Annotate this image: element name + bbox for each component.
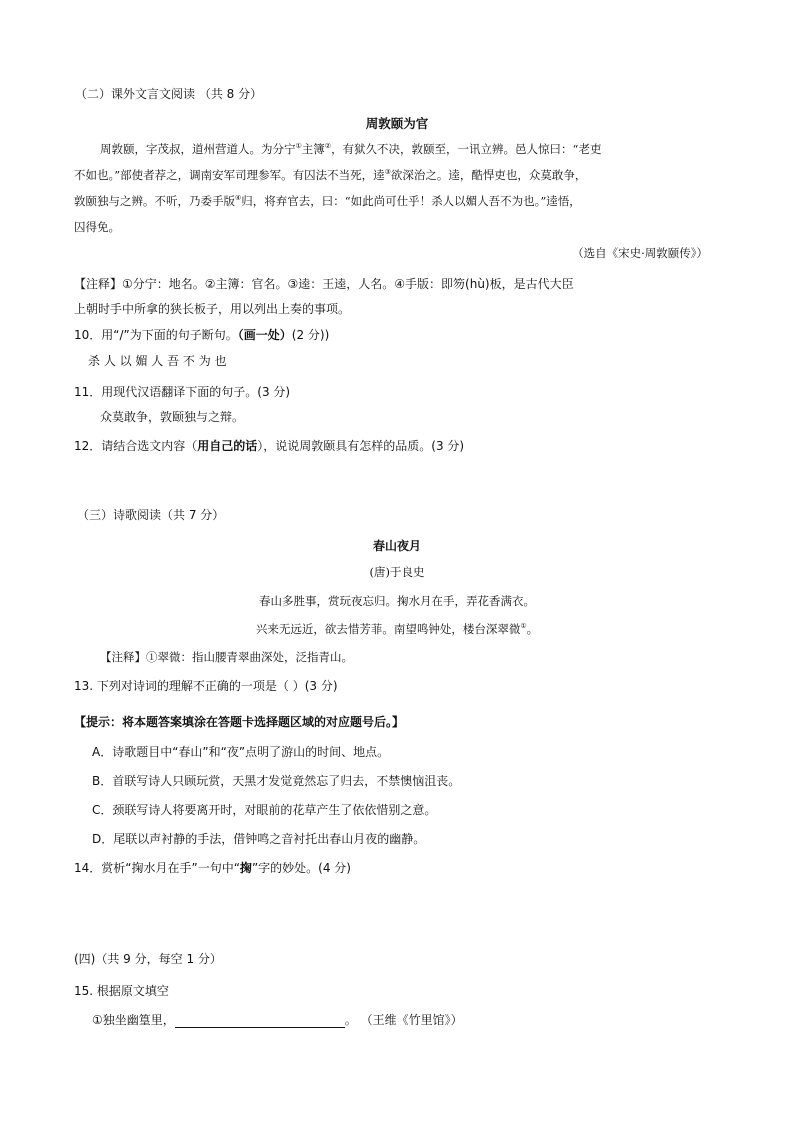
passage-line-1: 周敦颐，字茂叔，道州营道人。为分宁①主簿②，有狱久不决，敦颐至，一讯立辨。邑人惊曰：“老吏: [100, 142, 602, 156]
poem-line-2: 兴来无远近，欲去惜芳菲。南望鸣钟处，楼台深翠微①。: [255, 622, 539, 636]
section-4-heading: (四)（共 9 分，每空 1 分）: [74, 952, 222, 966]
fill-blank[interactable]: [175, 1015, 345, 1028]
question-14: 14．赏析“掬水月在手”一句中“掬”字的妙处。(4 分): [74, 861, 351, 875]
option-b: B．首联写诗人只顾玩赏，天黑才发觉竟然忘了归去，不禁懊恼沮丧。: [92, 774, 461, 788]
option-d: D．尾联以声衬静的手法，借钟鸣之音衬托出春山月夜的幽静。: [92, 832, 426, 846]
passage-title: 周敦颐为官: [365, 116, 429, 131]
question-11: 11．用现代汉语翻译下面的句子。(3 分): [74, 385, 291, 399]
passage-line-3: 敦颐独与之辨。不听，乃委手版④归，将弃官去，曰：“如此尚可仕乎！杀人以媚人吾不为也。”逵悟，: [74, 194, 581, 208]
poem-note: 【注释】①翠微：指山腰青翠曲深处，泛指青山。: [100, 650, 353, 664]
poem-line-1: 春山多胜事，赏玩夜忘归。掬水月在手，弄花香满衣。: [259, 594, 535, 608]
passage-source: （选自《宋史·周敦颐传》）: [572, 246, 708, 260]
option-a: A．诗歌题目中“春山”和“夜”点明了游山的时间、地点。: [92, 745, 390, 759]
poem-title: 春山夜月: [372, 539, 421, 553]
question-10: 10．用“/”为下面的句子断句。（画一处）(2 分)): [74, 328, 330, 342]
fill-item-1: ①独坐幽篁里， 。 （王维《竹里馆》）: [92, 1013, 463, 1027]
question-10-sentence: 杀 人 以 媚 人 吾 不 为 也: [88, 354, 227, 368]
notes-line-1: 【注释】①分宁：地名。②主簿：官名。③逵：王逵，人名。④手版：即笏(hù)板，是古代大臣: [74, 277, 574, 291]
question-11-sentence: 众莫敢争，敦颐独与之辩。: [100, 410, 245, 424]
option-c: C．颈联写诗人将要离开时，对眼前的花草产生了依依惜别之意。: [92, 803, 437, 817]
section-2-heading: （二）课外文言文阅读 （共 8 分）: [75, 87, 263, 101]
answer-hint: 【提示：将本题答案填涂在答题卡选择题区域的对应题号后。】: [74, 715, 405, 729]
question-15: 15. 根据原文填空: [74, 984, 169, 998]
notes-line-2: 上朝时手中所拿的狭长板子，用以列出上奏的事项。: [74, 302, 351, 316]
poem-author: (唐)于良史: [369, 565, 425, 579]
section-3-heading: （三）诗歌阅读（共 7 分）: [77, 508, 225, 522]
passage-line-4: 囚得免。: [74, 220, 120, 234]
passage-line-2: 不如也。”部使者荐之，调南安军司理参军。有囚法不当死，逵③欲深治之。逵，酷悍吏也，众莫敢争，: [74, 168, 587, 182]
question-12: 12．请结合选文内容（用自己的话），说说周敦颐具有怎样的品质。(3 分): [74, 439, 465, 453]
question-13: 13. 下列对诗词的理解不正确的一项是（ ）(3 分): [74, 679, 338, 693]
